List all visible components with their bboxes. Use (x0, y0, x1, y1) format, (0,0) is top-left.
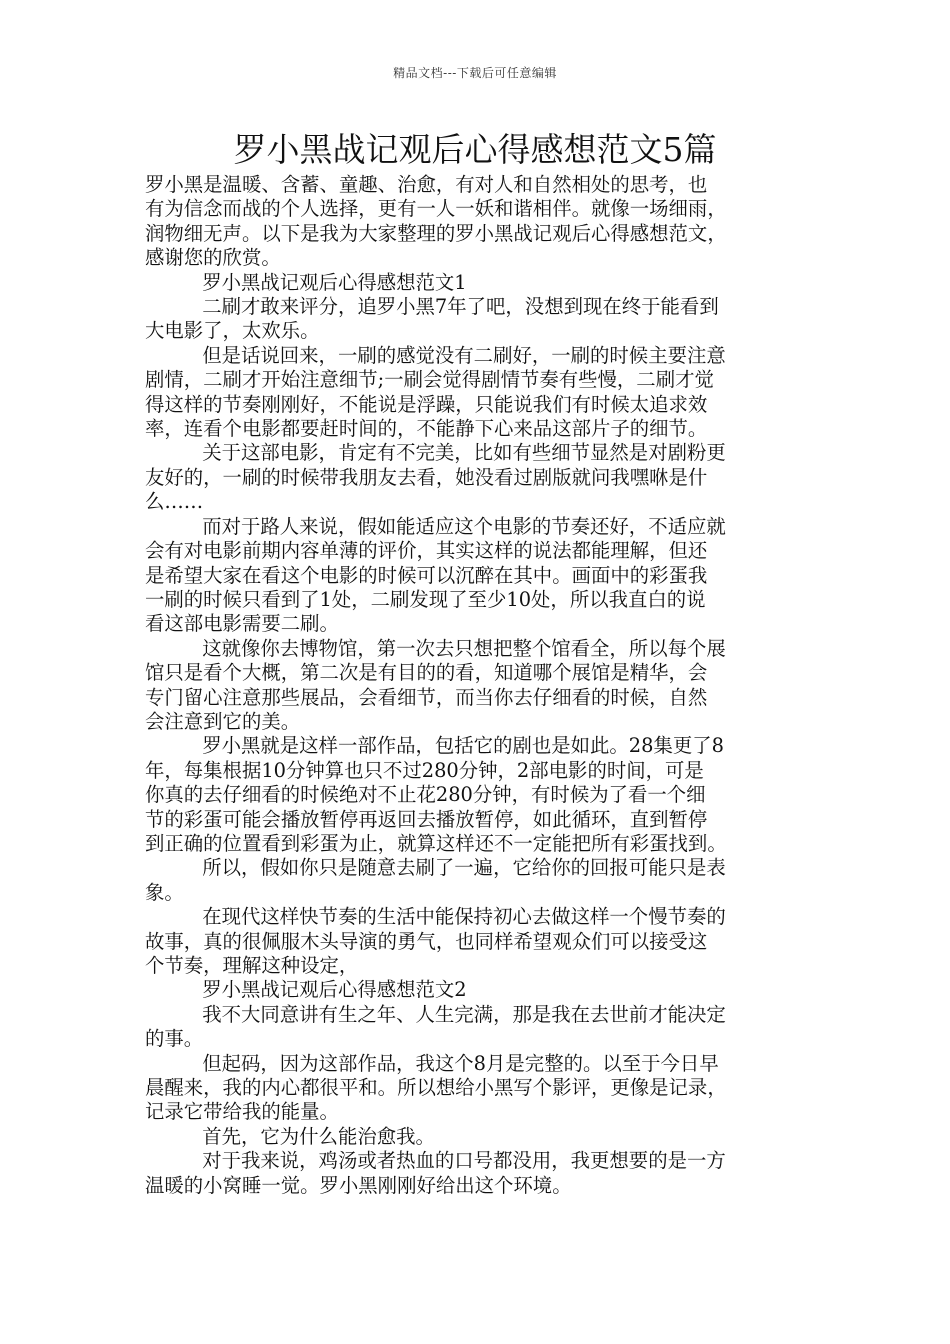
body-paragraph: 但是话说回来，一刷的感觉没有二刷好，一刷的时候主要注意 剧情，二刷才开始注意细节;一刷会觉得剧情节奏有些慢，二刷才觉 得这样的节奏刚刚好，不能说是浮躁，只能说我们有时候太追求效 率，连看个电影都要赶时间的，不能静下心来品这部片子的细节。 (145, 343, 726, 441)
page-header-note: 精品文档---下载后可任意编辑 (393, 66, 557, 80)
section-heading-2: 罗小黑战记观后心得感想范文2 (202, 978, 467, 1002)
body-paragraph: 二刷才敢来评分，追罗小黑7年了吧，没想到现在终于能看到 大电影了，太欢乐。 (145, 295, 719, 343)
body-paragraph: 我不大同意讲有生之年、人生完满，那是我在去世前才能决定 的事。 (145, 1002, 726, 1051)
body-paragraph: 这就像你去博物馆，第一次去只想把整个馆看全，所以每个展 馆只是看个大概，第二次是有目的的看，知道哪个展馆是精华，会 专门留心注意那些展品，会看细节，而当你去仔细看的时候，自然 会注意到它的美。 (145, 636, 726, 733)
body-paragraph: 所以，假如你只是随意去刷了一遍，它给你的回报可能只是表 象。 (145, 856, 726, 904)
body-paragraph: 而对于路人来说，假如能适应这个电影的节奏还好，不适应就 会有对电影前期内容单薄的评价，其实这样的说法都能理解，但还 是希望大家在看这个电影的时候可以沉醉在其中。画面中的彩蛋我 一刷的时候只看到了1处，二刷发现了至少10处，所以我直白的说 看这部电影需要二刷。 (145, 514, 726, 636)
intro-paragraph: 罗小黑是温暖、含蓄、童趣、治愈，有对人和自然相处的思考，也 有为信念而战的个人选择，更有一人一妖和谐相伴。就像一场细雨， 润物细无声。以下是我为大家整理的罗小黑战记观后心得感想范文， 感谢您的欣赏。 (145, 173, 727, 270)
section-heading-1: 罗小黑战记观后心得感想范文1 (202, 270, 467, 294)
body-paragraph: 关于这部电影，肯定有不完美，比如有些细节显然是对剧粉更 友好的，一刷的时候带我朋友去看，她没看过剧版就问我嘿咻是什 么…… (145, 441, 726, 514)
body-paragraph: 罗小黑就是这样一部作品，包括它的剧也是如此。28集更了8 年，每集根据10分钟算也只不过280分钟，2部电影的时间，可是 你真的去仔细看的时候绝对不止花280分钟，有时候为了看一个细 节的彩蛋可能会播放暂停再返回去播放暂停，如此循环，直到暂停 到正确的位置看到彩蛋为止，就算这样还不一定能把所有彩蛋找到。 (145, 734, 727, 855)
document-body (145, 173, 813, 1198)
document-title: 罗小黑战记观后心得感想范文5篇 (233, 130, 717, 169)
body-paragraph: 在现代这样快节奏的生活中能保持初心去做这样一个慢节奏的 故事，真的很佩服木头导演的勇气，也同样希望观众们可以接受这 个节奏，理解这种设定， (145, 905, 726, 977)
body-paragraph: 首先，它为什么能治愈我。 (202, 1124, 435, 1148)
body-paragraph: 对于我来说，鸡汤或者热血的口号都没用，我更想要的是一方 温暖的小窝睡一觉。罗小黑刚刚好给出这个环境。 (145, 1149, 726, 1197)
body-paragraph: 但起码，因为这部作品，我这个8月是完整的。以至于今日早 晨醒来，我的内心都很平和。所以想给小黑写个影评，更像是记录， 记录它带给我的能量。 (145, 1051, 727, 1124)
